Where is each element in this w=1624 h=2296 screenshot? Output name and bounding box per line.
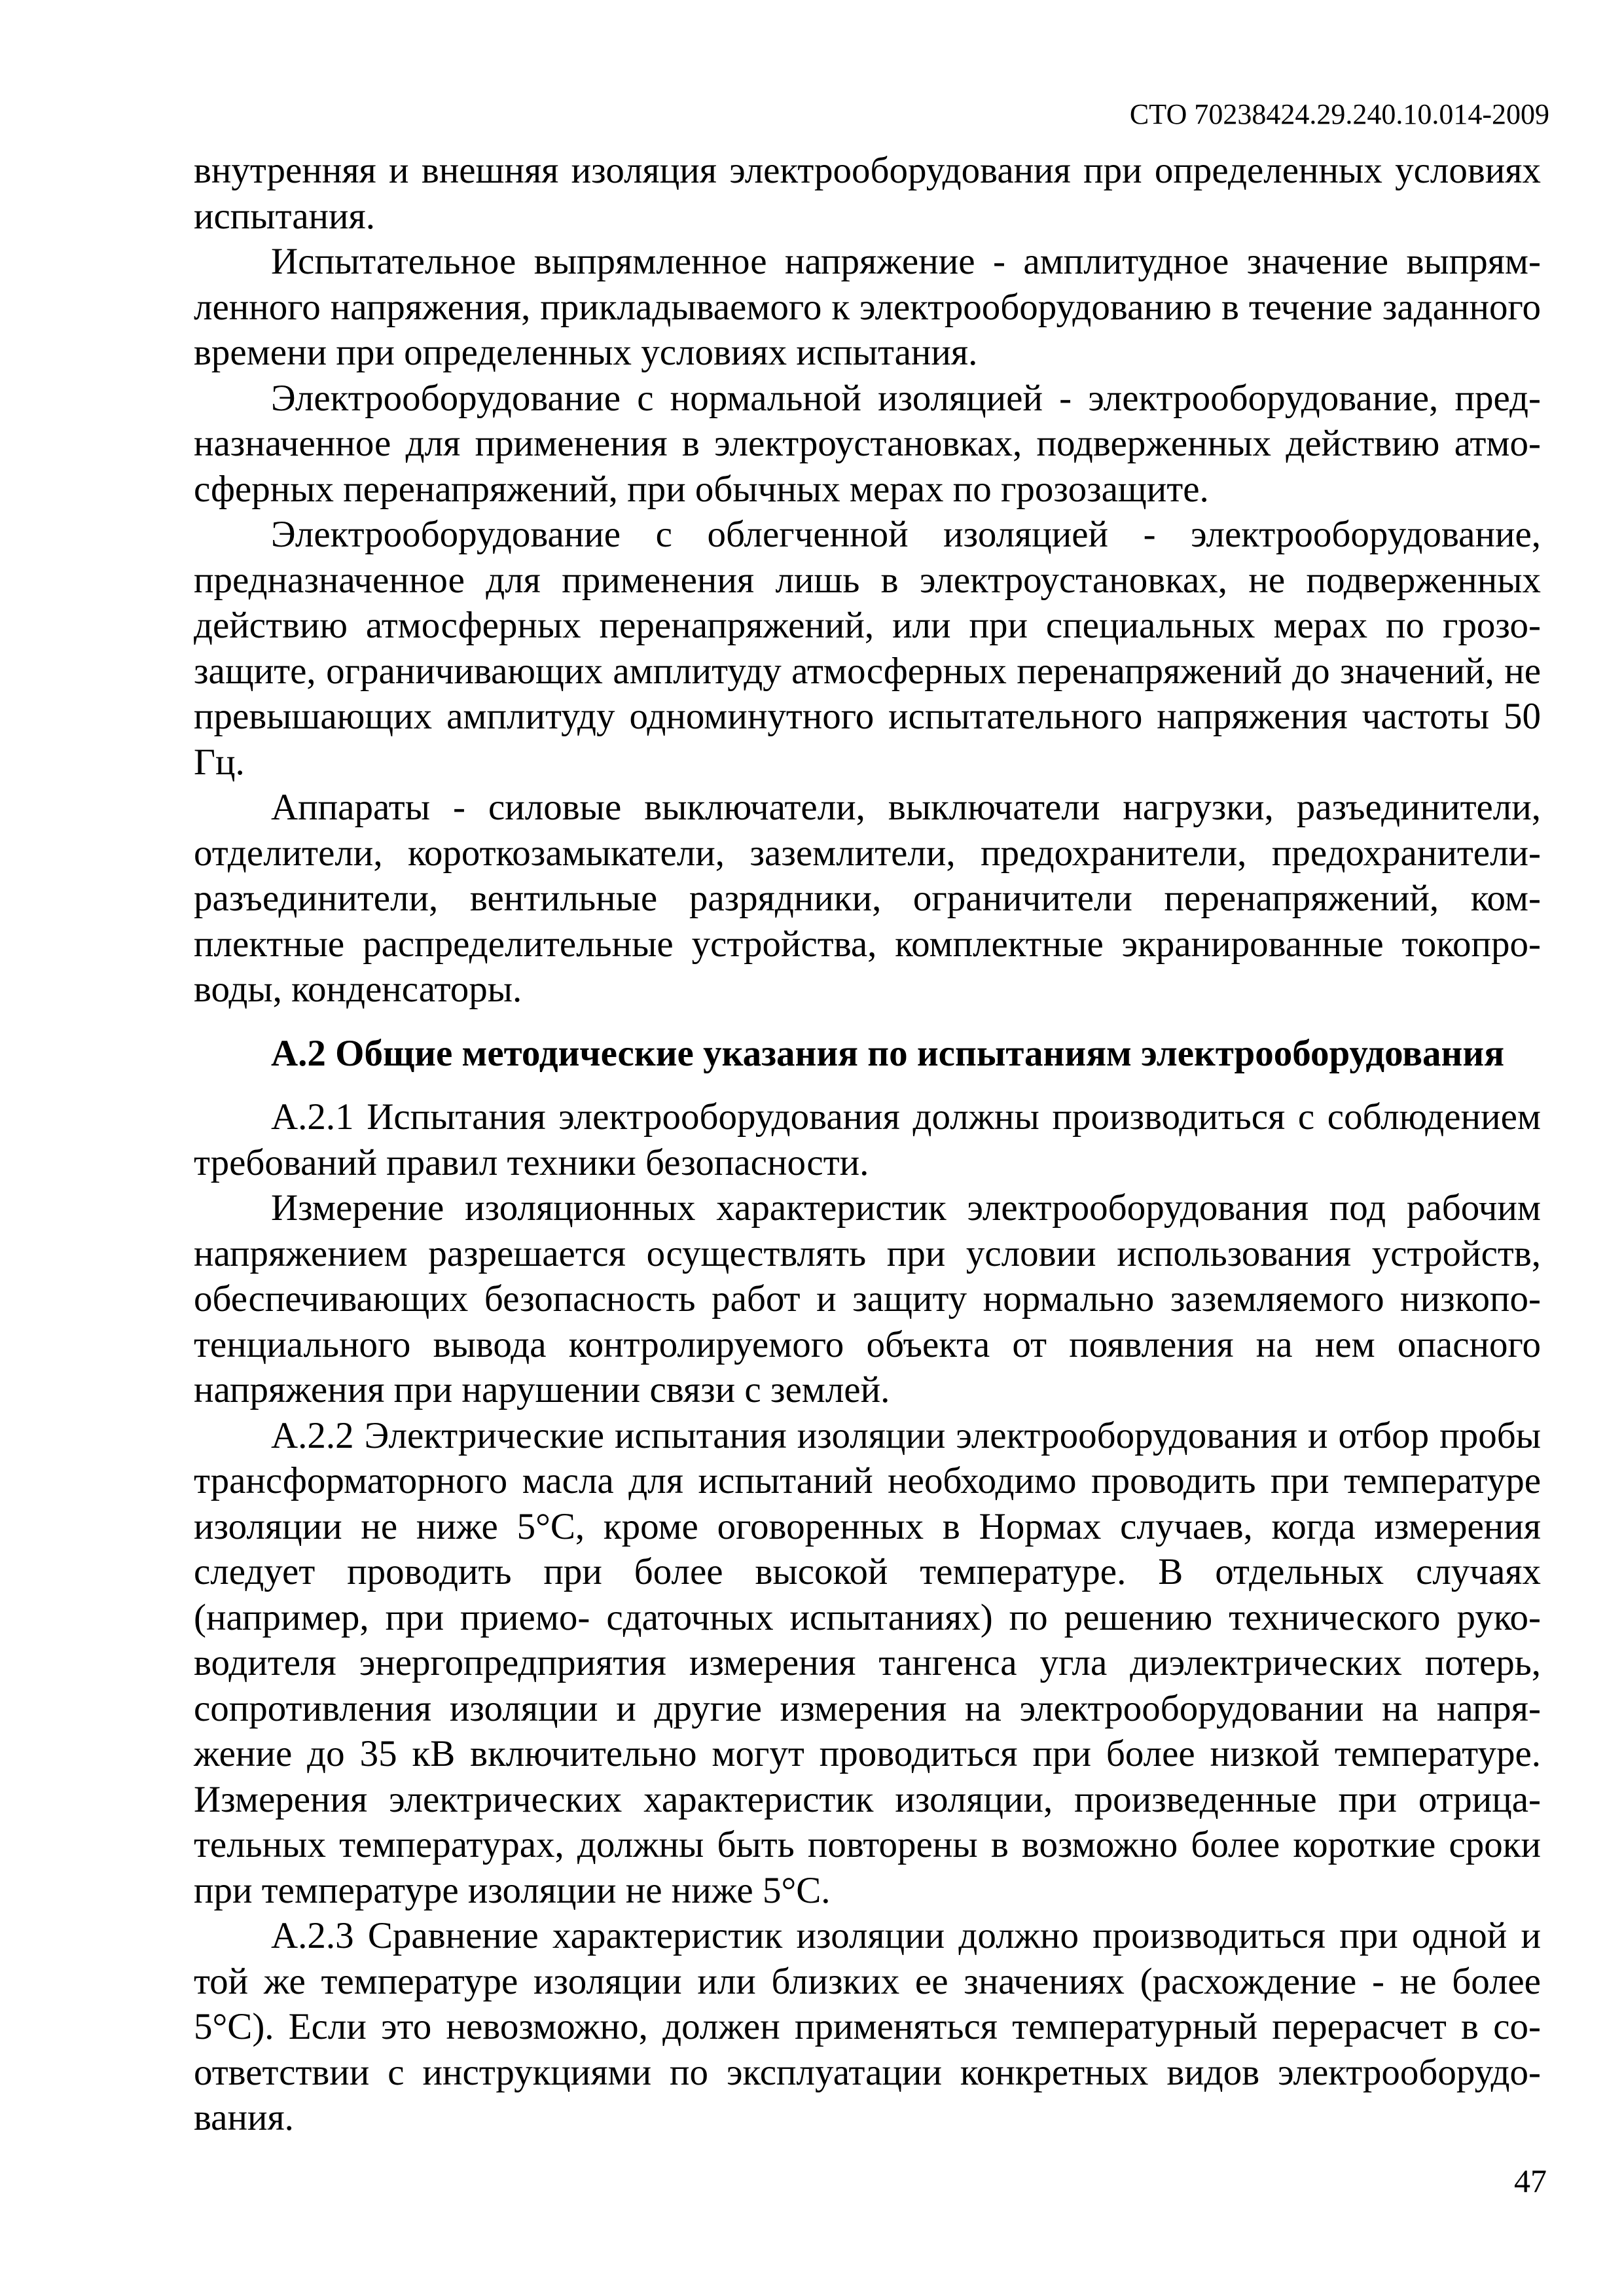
section-heading: А.2 Общие методические указания по испытаниям электрооборудования <box>271 1032 1505 1074</box>
paragraph-light-insulation: Электрооборудование с облегченной изоляцией - электрооборудование, предназначенное для применения лишь в электроустановках, не подверженных действию атмосферных перенапряжений, или при специальных мерах по грозозащите, ограничивающих амплитуду атмосферных перенапряжений до значений, не превышающих амплитуду одноминутного испытательного напряжения частоты 50 Гц. <box>194 514 1541 783</box>
paragraph-a-2-2: А.2.2 Электрические испытания изоляции электрооборудования и отбор пробы трансформаторного масла для испытаний необходимо проводить при температуре изоляции не ниже 5°С, кроме оговоренных в Нормах случаев, когда измерения следует проводить при более высокой температуре. В отдельных случаях (например, при приемо- сдаточных испытаниях) по решению технического руководителя энергопредприятия измерения тангенса угла диэлектрических потерь, сопротивления изоляции и другие измерения на электрооборудовании на напряжение до 35 кВ включительно могут проводиться при более низкой температуре. Измерения электрических характеристик изоляции, произведенные при отрицательных температурах, должны быть повторены в возможно более короткие сроки при температуре изоляции не ниже 5°С. <box>194 1414 1541 1911</box>
paragraph-apparatus: Аппараты - силовые выключатели, выключатели нагрузки, разъединители, отделители, короткозамыкатели, заземлители, предохранители, предохранители-разъединители, вентильные разрядники, ограничители перенапряжений, комплектные распределительные устройства, комплектные экранированные токопроводы, конденсаторы. <box>194 787 1541 1010</box>
document-code-header: СТО 70238424.29.240.10.014-2009 <box>1129 98 1549 130</box>
paragraph-test-rectified-voltage: Испытательное выпрямленное напряжение - амплитудное значение выпрямленного напряжения, прикладываемого к электрооборудованию в течение заданного времени при определенных условиях испытания. <box>194 241 1541 373</box>
page-content <box>194 148 1541 2141</box>
paragraph-a-2-1: А.2.1 Испытания электрооборудования должны производиться с соблюдением требований правил техники безопасности. <box>194 1096 1541 1183</box>
paragraph-continued-definition: внутренняя и внешняя изоляция электрооборудования при определенных условиях испытания. <box>194 150 1541 237</box>
paragraph-normal-insulation: Электрооборудование с нормальной изоляцией - электрооборудование, предназначенное для применения в электроустановках, подверженных действию атмосферных перенапряжений, при обычных мерах по грозозащите. <box>194 377 1541 510</box>
paragraph-insulation-measurement: Измерение изоляционных характеристик электрооборудования под рабочим напряжением разрешается осуществлять при условии использования устройств, обеспечивающих безопасность работ и защиту нормально заземляемого низкопотенциального вывода контролируемого объекта от появления на нем опасного напряжения при нарушении связи с землей. <box>194 1187 1541 1410</box>
paragraph-a-2-3: А.2.3 Сравнение характеристик изоляции должно производиться при одной и той же температуре изоляции или близких ее значениях (расхождение - не более 5°С). Если это невозможно, должен применяться температурный перерасчет в соответствии с инструкциями по эксплуатации конкретных видов электрооборудования. <box>194 1915 1541 2138</box>
page-number: 47 <box>1514 2162 1547 2199</box>
